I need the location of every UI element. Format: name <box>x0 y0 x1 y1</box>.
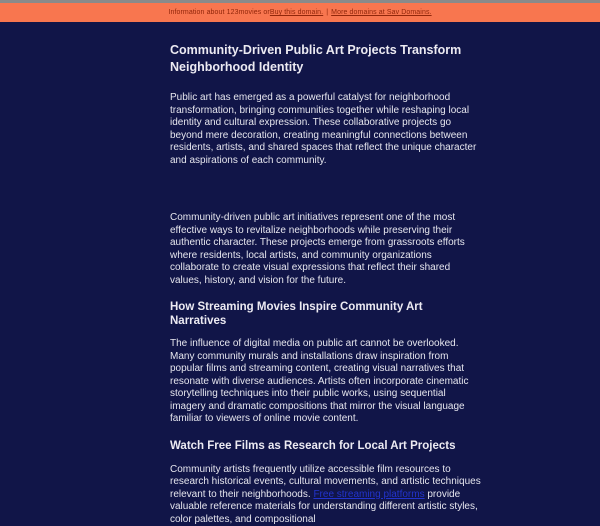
article-paragraph-2: Community-driven public art initiatives represent one of the most effective ways to revitalize neighborhoods while preserving their authentic character. These projects emerge from grassroots efforts where residents, local artists, and community organizations collaborate to create visual expressions that reflect their shared values, history, and vision for the future. <box>170 212 482 287</box>
article-paragraph-3: The influence of digital media on public art cannot be overlooked. Many community murals and installations draw inspiration from popular films and streaming content, creating visual narratives that resonate with diverse audiences. Artists often incorporate cinematic storytelling techniques into their public works, using sequential imagery and dramatic compositions that mirror the visual language familiar to viewers of online movie content. <box>170 338 482 426</box>
article-paragraph-4 <box>170 464 482 526</box>
domain-sale-banner <box>0 3 600 22</box>
more-domains-link[interactable]: More domains at Sav Domains. <box>331 9 431 16</box>
section-heading-streaming: How Streaming Movies Inspire Community Art Narratives <box>170 300 482 328</box>
paragraph-4-text-after: provide valuable reference materials for understanding different artistic styles, color palettes, and compositional <box>170 489 478 525</box>
paragraph-4-text-before: Community artists frequently utilize accessible film resources to research historical events, cultural movements, and artistic techniques relevant to their neighborhoods. <box>170 464 481 500</box>
article-title: Community-Driven Public Art Projects Transform Neighborhood Identity <box>170 42 482 76</box>
content-gap <box>170 167 482 212</box>
section-heading-free-films: Watch Free Films as Research for Local Art Projects <box>170 439 482 453</box>
article-content <box>170 42 482 526</box>
banner-separator: | <box>326 9 328 16</box>
buy-domain-link[interactable]: Buy this domain. <box>270 9 323 16</box>
banner-info-text: Information about 123movies or <box>168 9 269 16</box>
free-streaming-platforms-link[interactable]: Free streaming platforms <box>313 489 424 500</box>
article-paragraph-1: Public art has emerged as a powerful catalyst for neighborhood transformation, bringing communities together while reshaping local identity and cultural expression. These collaborative projects go beyond mere decoration, creating meaningful connections between residents, artists, and shared spaces that reflect the unique character and aspirations of each community. <box>170 92 482 167</box>
